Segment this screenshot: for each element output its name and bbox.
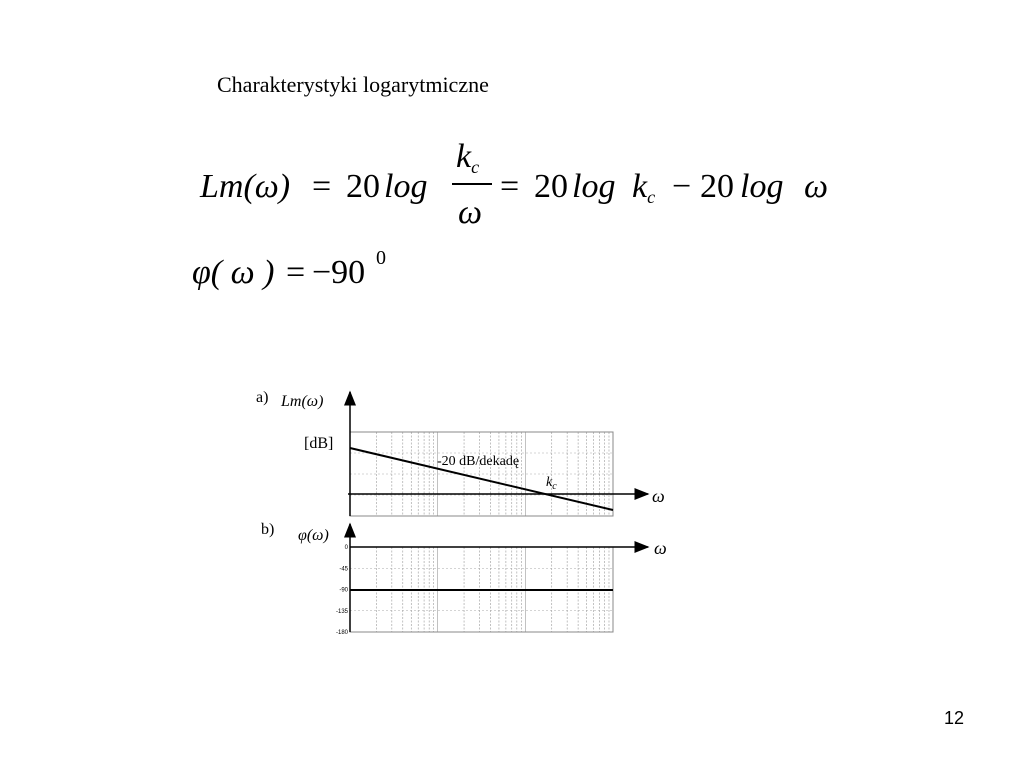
eq-equals-1: = (312, 168, 332, 205)
eq-frac-den: ω (458, 194, 483, 231)
plot-a-slope-label: -20 dB/dekadę (437, 454, 520, 469)
eq-equals-2: = (500, 168, 520, 205)
plot-a-unit: [dB] (304, 435, 334, 452)
plot-a-kc-label: $k_c$ (546, 475, 557, 492)
eq-lhs: Lm(ω) (200, 168, 291, 205)
slide-title: Charakterystyki logarytmiczne (217, 72, 489, 97)
plot-a-ylabel: Lm(ω) (281, 393, 324, 410)
phase-lhs: φ( ω ) (192, 254, 275, 291)
eq-coef-3: 20 (700, 168, 734, 205)
phase-equals: = (286, 254, 306, 291)
plot-b-label: b) (261, 521, 275, 538)
eq-minus: − (672, 168, 692, 205)
eq-coef-2: 20 (534, 168, 568, 205)
plot-b-tick-label: -45 (339, 566, 348, 573)
plot-b-tick-label: 0 (344, 545, 348, 551)
phase-sup: 0 (376, 247, 386, 269)
plot-b-tick-label: -90 (339, 587, 348, 594)
plot-a-grid (350, 432, 613, 516)
plot-a-frame (350, 432, 613, 516)
plot-a-label: a) (256, 389, 269, 406)
eq-omega: ω (804, 168, 829, 205)
phase-rhs: −90 (312, 254, 366, 291)
plot-b-tick-label: -180 (335, 630, 348, 636)
eq-kc: $k_c$ (632, 168, 656, 207)
plot-b-xlabel: ω (654, 538, 667, 558)
plot-b-ticks (336, 545, 349, 636)
plot-b-tick-label: -135 (335, 608, 348, 615)
eq-log-2: log (572, 168, 616, 205)
plot-a-xlabel: ω (652, 486, 665, 506)
eq-frac-num: $k_c$ (456, 138, 480, 177)
eq-log-3: log (740, 168, 784, 205)
eq-coef-1: 20 (346, 168, 380, 205)
plot-b-ylabel: φ(ω) (298, 527, 329, 544)
eq-log-1: log (384, 168, 428, 205)
page-number: 12 (944, 708, 965, 728)
